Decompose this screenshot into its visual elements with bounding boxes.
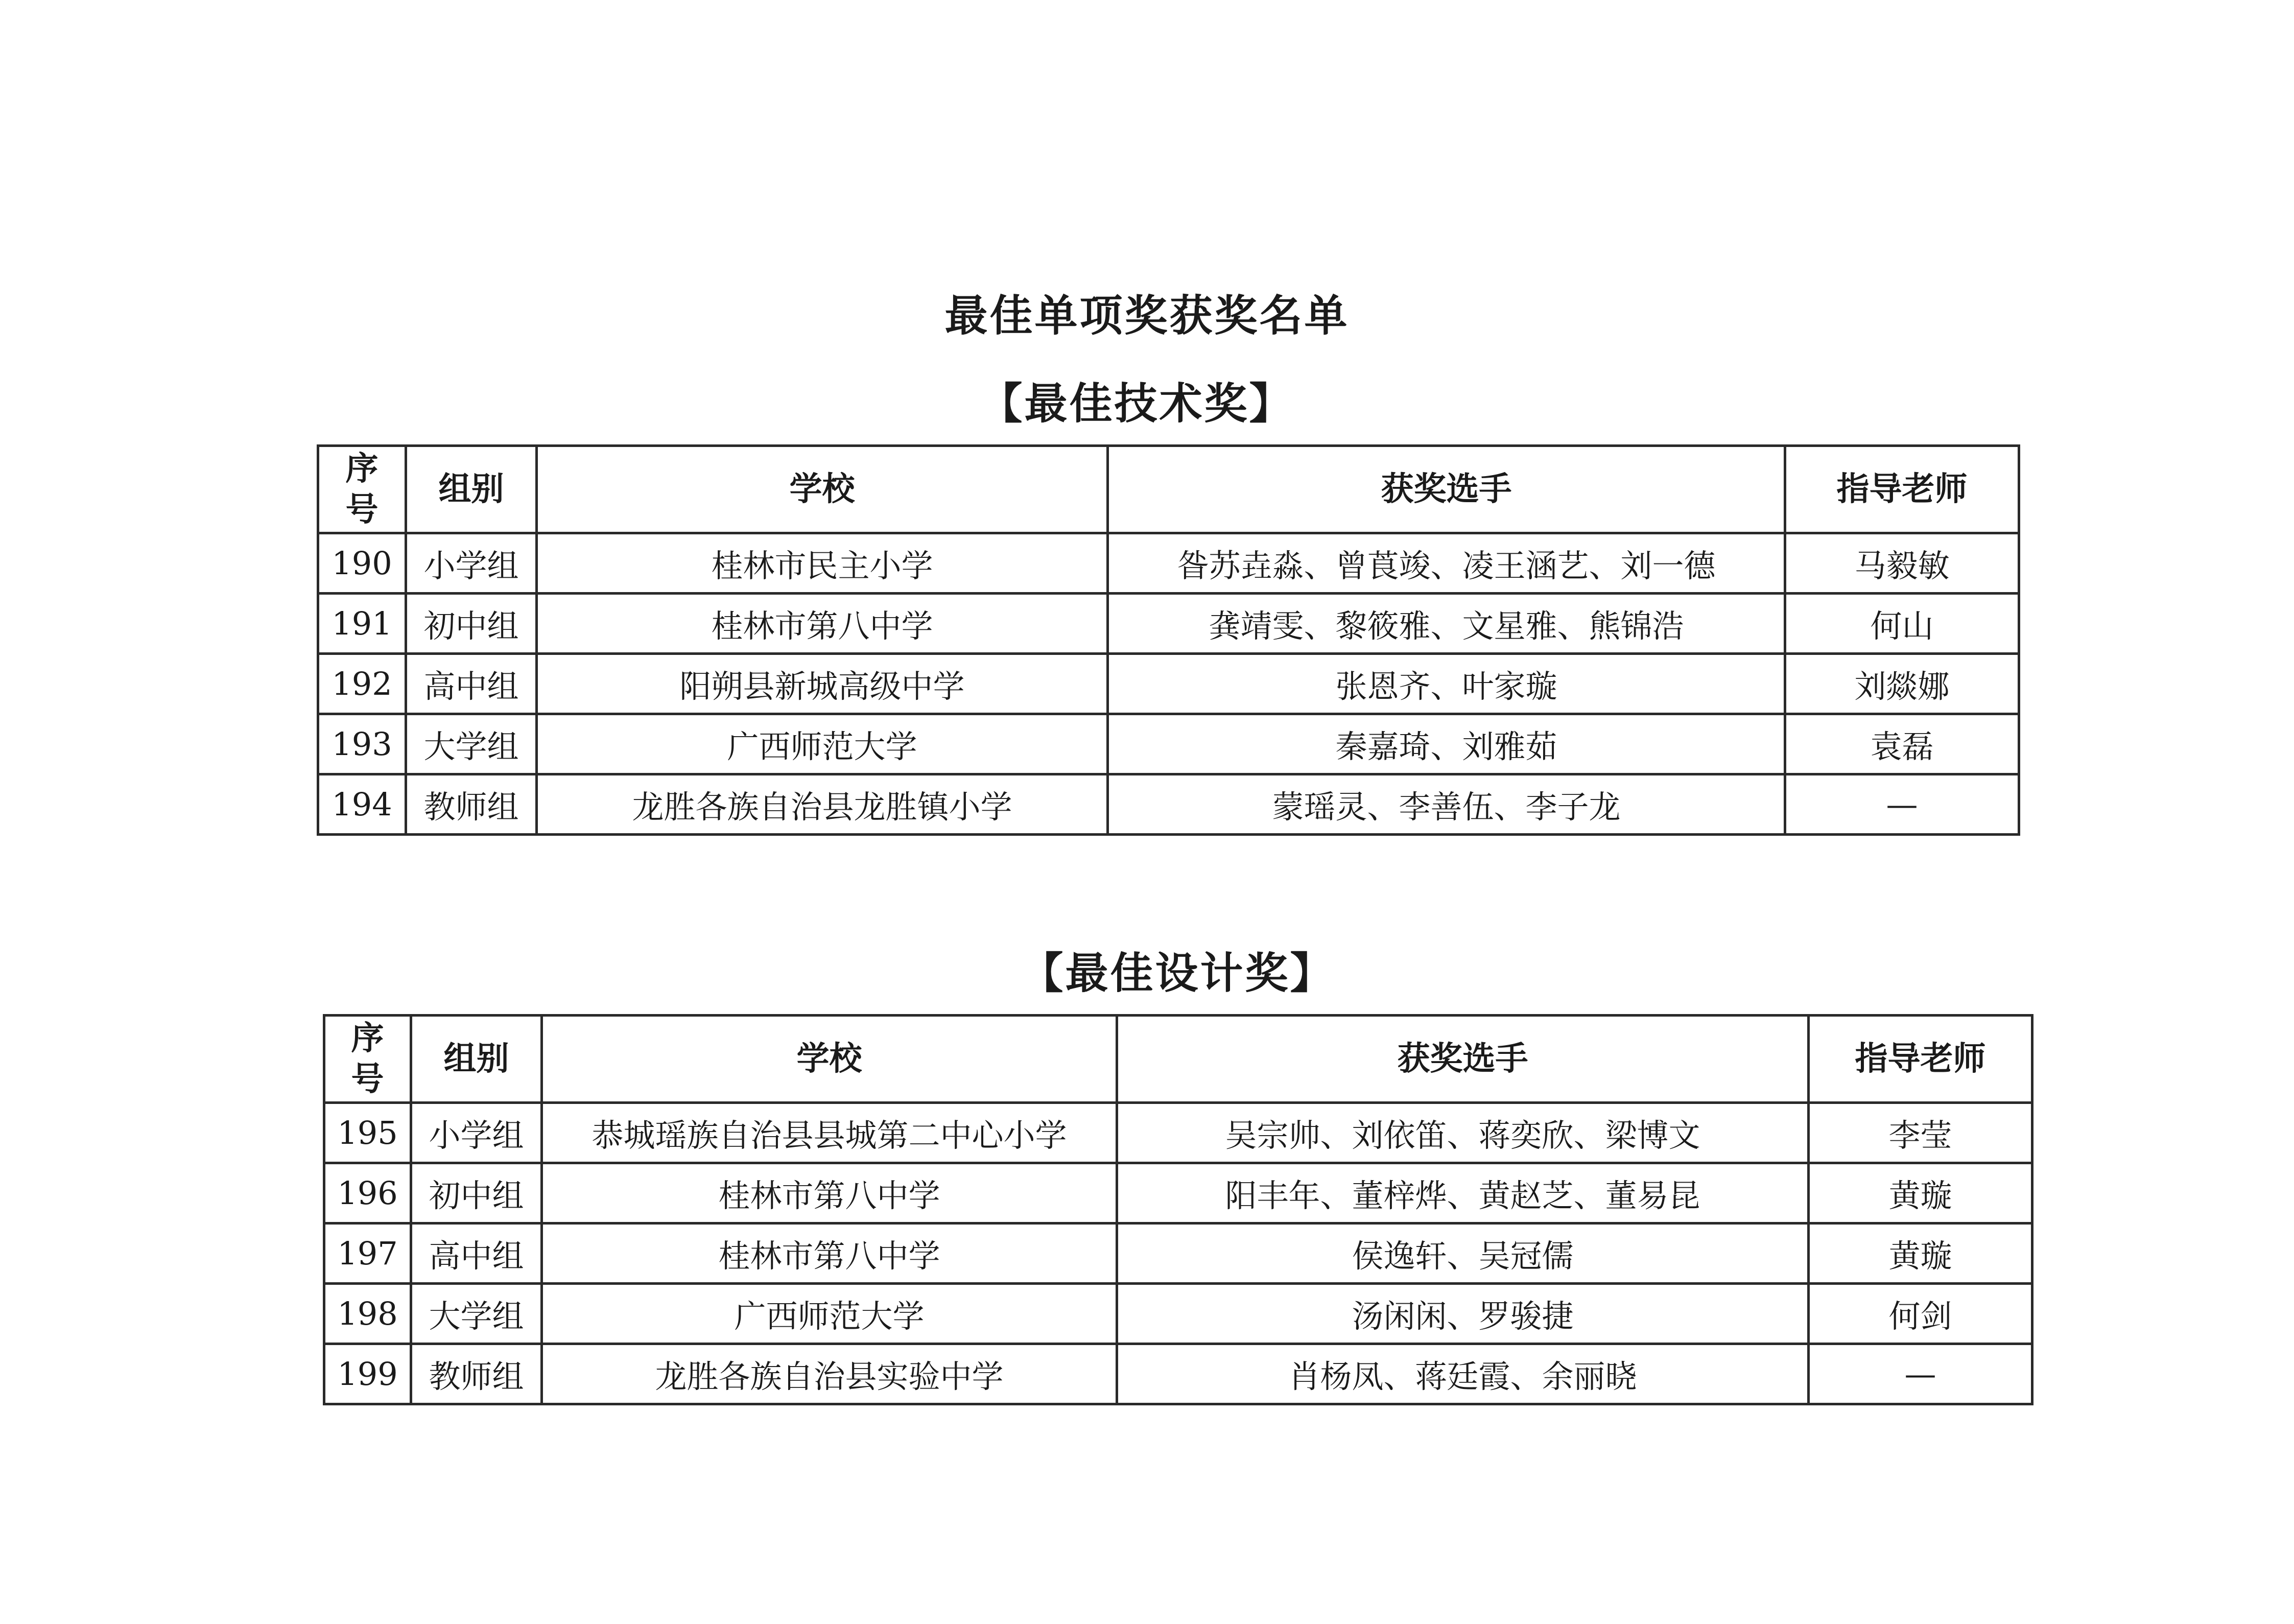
award-table-best-design [323, 1014, 2033, 1405]
column-header-teacher: 指导老师 [1809, 1016, 2032, 1103]
cell-teacher: — [1809, 1344, 2032, 1404]
section-title-best-technology: 【最佳技术奖】 [979, 379, 1294, 429]
column-header-winners: 获奖选手 [1117, 1016, 1809, 1103]
table-row [318, 594, 2019, 654]
cell-school: 龙胜各族自治县龙胜镇小学 [537, 774, 1108, 835]
column-header-no-text: 序号 [351, 1020, 384, 1098]
cell-school: 桂林市第八中学 [542, 1223, 1117, 1284]
cell-teacher: 袁磊 [1785, 714, 2019, 774]
column-header-school: 学校 [537, 446, 1108, 533]
table-row [318, 714, 2019, 774]
column-header-teacher: 指导老师 [1785, 446, 2019, 533]
cell-no: 195 [324, 1103, 411, 1163]
cell-group: 高中组 [411, 1223, 542, 1284]
cell-no: 194 [318, 774, 406, 835]
column-header-no [324, 1016, 411, 1103]
cell-winners: 吴宗帅、刘依笛、蒋奕欣、梁博文 [1117, 1103, 1809, 1163]
cell-group: 小学组 [406, 533, 537, 594]
cell-teacher: 黄璇 [1809, 1163, 2032, 1223]
cell-winners: 阳丰年、董梓烨、黄赵芝、董易昆 [1117, 1163, 1809, 1223]
column-header-no-text: 序号 [345, 450, 379, 529]
cell-group: 教师组 [406, 774, 537, 835]
cell-group: 大学组 [411, 1284, 542, 1344]
cell-group: 小学组 [411, 1103, 542, 1163]
award-table-best-technology [317, 444, 2020, 836]
table-row [324, 1223, 2032, 1284]
cell-group: 大学组 [406, 714, 537, 774]
cell-teacher: 李莹 [1809, 1103, 2032, 1163]
cell-teacher: 马毅敏 [1785, 533, 2019, 594]
table-row [318, 533, 2019, 594]
cell-winners: 蒙瑶灵、李善伍、李子龙 [1108, 774, 1785, 835]
cell-no: 197 [324, 1223, 411, 1284]
table-row [318, 774, 2019, 835]
cell-school: 阳朔县新城高级中学 [537, 654, 1108, 714]
table-header-row [318, 446, 2019, 533]
cell-winners: 龚靖雯、黎筱雅、文星雅、熊锦浩 [1108, 594, 1785, 654]
column-header-group: 组别 [411, 1016, 542, 1103]
cell-no: 190 [318, 533, 406, 594]
table-row [318, 654, 2019, 714]
cell-school: 桂林市民主小学 [537, 533, 1108, 594]
cell-group: 初中组 [411, 1163, 542, 1223]
cell-no: 199 [324, 1344, 411, 1404]
column-header-no [318, 446, 406, 533]
column-header-school: 学校 [542, 1016, 1117, 1103]
cell-teacher: 黄璇 [1809, 1223, 2032, 1284]
cell-school: 龙胜各族自治县实验中学 [542, 1344, 1117, 1404]
cell-school: 广西师范大学 [542, 1284, 1117, 1344]
cell-school: 桂林市第八中学 [537, 594, 1108, 654]
cell-winners: 秦嘉琦、刘雅茹 [1108, 714, 1785, 774]
column-header-winners: 获奖选手 [1108, 446, 1785, 533]
cell-group: 高中组 [406, 654, 537, 714]
cell-no: 193 [318, 714, 406, 774]
table-row [324, 1103, 2032, 1163]
cell-no: 192 [318, 654, 406, 714]
column-header-group: 组别 [406, 446, 537, 533]
cell-teacher: 何剑 [1809, 1284, 2032, 1344]
cell-winners: 张恩齐、叶家璇 [1108, 654, 1785, 714]
table-row [324, 1163, 2032, 1223]
cell-group: 初中组 [406, 594, 537, 654]
cell-school: 桂林市第八中学 [542, 1163, 1117, 1223]
page-title: 最佳单项奖获奖名单 [944, 291, 1350, 341]
cell-winners: 肖杨凤、蒋廷霞、余丽晓 [1117, 1344, 1809, 1404]
cell-winners: 汤闲闲、罗骏捷 [1117, 1284, 1809, 1344]
cell-school: 恭城瑶族自治县县城第二中心小学 [542, 1103, 1117, 1163]
cell-teacher: — [1785, 774, 2019, 835]
table-header-row [324, 1016, 2032, 1103]
cell-no: 196 [324, 1163, 411, 1223]
cell-school: 广西师范大学 [537, 714, 1108, 774]
cell-winners: 侯逸轩、吴冠儒 [1117, 1223, 1809, 1284]
cell-no: 191 [318, 594, 406, 654]
section-title-best-design: 【最佳设计奖】 [1020, 948, 1335, 998]
cell-teacher: 何山 [1785, 594, 2019, 654]
table-row [324, 1284, 2032, 1344]
cell-teacher: 刘燚娜 [1785, 654, 2019, 714]
cell-no: 198 [324, 1284, 411, 1344]
cell-winners: 昝苏垚淼、曾莨竣、凌王涵艺、刘一德 [1108, 533, 1785, 594]
cell-group: 教师组 [411, 1344, 542, 1404]
table-row [324, 1344, 2032, 1404]
